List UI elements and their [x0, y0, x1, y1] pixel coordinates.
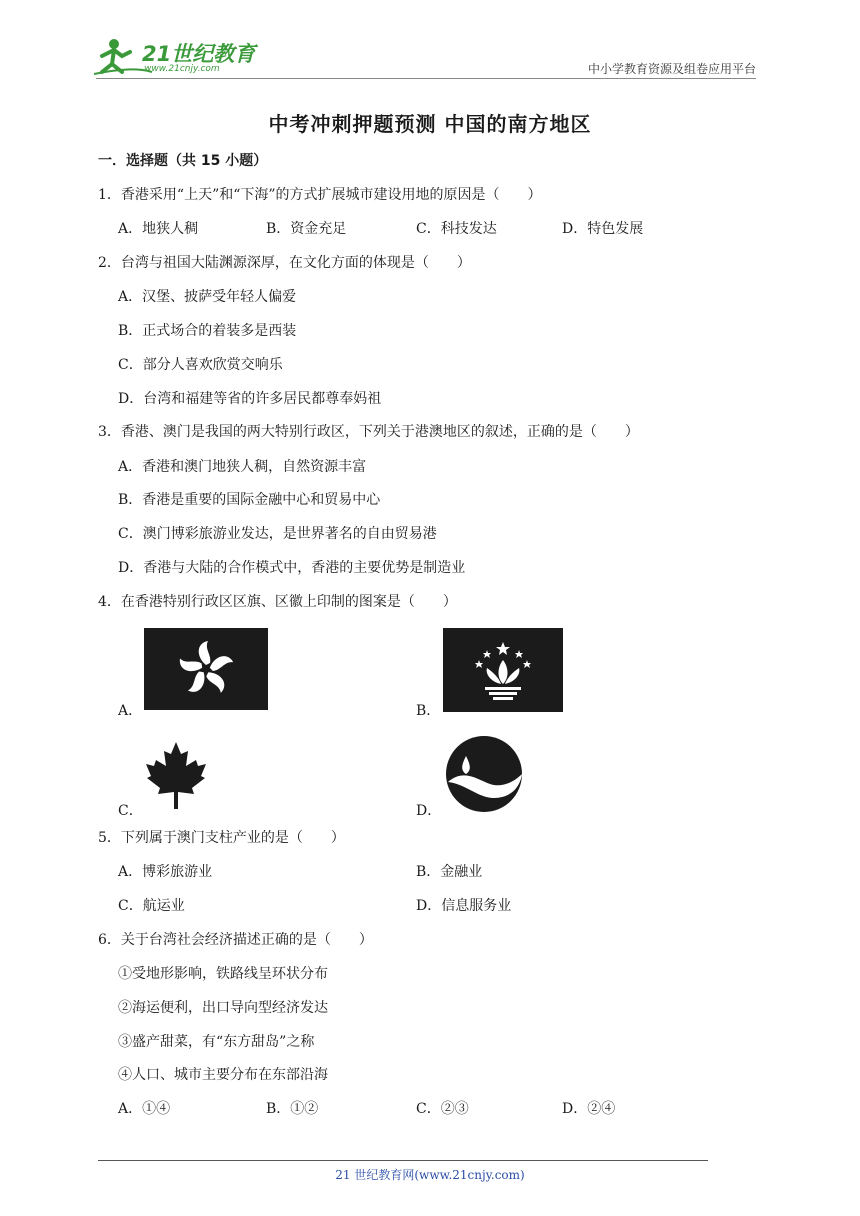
- q6-statement-2: ②海运便利，出口导向型经济发达: [118, 1000, 328, 1016]
- q2-option-b: B．正式场合的着装多是西装: [118, 323, 297, 339]
- water-drop-emblem-image: [444, 734, 524, 814]
- water-drop-emblem-icon: [444, 734, 524, 814]
- q5-option-a: A．博彩旅游业: [118, 864, 213, 880]
- macau-flag-image: [443, 628, 563, 712]
- q4-option-d: D．: [416, 803, 442, 819]
- q5-option-b: B．金融业: [416, 864, 483, 880]
- q5-option-c: C．航运业: [118, 898, 185, 914]
- question-5-stem: 5．下列属于澳门支柱产业的是（ ）: [98, 830, 345, 846]
- header-divider: [96, 78, 756, 79]
- q2-option-c: C．部分人喜欢欣赏交响乐: [118, 357, 283, 373]
- q6-statement-1: ①受地形影响，铁路线呈环状分布: [118, 966, 328, 982]
- q6-option-a: A．①④: [118, 1101, 171, 1117]
- section-heading: 一．选择题（共 15 小题）: [98, 153, 268, 169]
- q3-option-a: A．香港和澳门地狭人稠，自然资源丰富: [118, 459, 367, 475]
- lotus-flower-icon: [443, 628, 563, 712]
- q4-option-c: C．: [118, 803, 143, 819]
- q6-option-d: D．②④: [562, 1101, 616, 1117]
- hong-kong-flag-image: [144, 628, 268, 710]
- maple-leaf-icon: [144, 740, 208, 810]
- question-1-stem: 1．香港采用“上天”和“下海”的方式扩展城市建设用地的原因是（ ）: [98, 187, 542, 203]
- q4-option-a: A．: [118, 703, 143, 719]
- header-tagline: 中小学教育资源及组卷应用平台: [587, 62, 756, 76]
- bauhinia-flower-icon: [144, 628, 268, 710]
- question-4-stem: 4．在香港特别行政区区旗、区徽上印制的图案是（ ）: [98, 594, 457, 610]
- site-logo: [92, 36, 262, 78]
- logo-text: 21世纪教育: [142, 42, 256, 66]
- q5-option-d: D．信息服务业: [416, 898, 512, 914]
- q1-option-d: D．特色发展: [562, 221, 644, 237]
- q6-option-b: B．①②: [266, 1101, 319, 1117]
- footer-link[interactable]: 21 世纪教育网(www.21cnjy.com): [335, 1168, 525, 1182]
- q3-option-b: B．香港是重要的国际金融中心和贸易中心: [118, 492, 381, 508]
- maple-leaf-image: [144, 740, 208, 810]
- question-6-stem: 6．关于台湾社会经济描述正确的是（ ）: [98, 932, 373, 948]
- q1-option-b: B．资金充足: [266, 221, 347, 237]
- q1-option-a: A．地狭人稠: [118, 221, 199, 237]
- q6-statement-3: ③盛产甜菜，有“东方甜岛”之称: [118, 1034, 315, 1050]
- q6-option-c: C．②③: [416, 1101, 469, 1117]
- footer-divider: [98, 1160, 708, 1161]
- q6-statement-4: ④人口、城市主要分布在东部沿海: [118, 1067, 328, 1083]
- q3-option-d: D．香港与大陆的合作模式中，香港的主要优势是制造业: [118, 560, 466, 576]
- q3-option-c: C．澳门博彩旅游业发达，是世界著名的自由贸易港: [118, 526, 437, 542]
- q2-option-a: A．汉堡、披萨受年轻人偏爱: [118, 289, 297, 305]
- question-3-stem: 3．香港、澳门是我国的两大特别行政区，下列关于港澳地区的叙述，正确的是（ ）: [98, 424, 639, 440]
- q2-option-d: D．台湾和福建等省的许多居民都尊奉妈祖: [118, 391, 382, 407]
- question-2-stem: 2．台湾与祖国大陆渊源深厚，在文化方面的体现是（ ）: [98, 255, 471, 271]
- q1-option-c: C．科技发达: [416, 221, 497, 237]
- page-title: 中考冲刺押题预测 中国的南方地区: [268, 112, 592, 136]
- logo-url: www.21cnjy.com: [144, 64, 220, 74]
- q4-option-b: B．: [416, 703, 441, 719]
